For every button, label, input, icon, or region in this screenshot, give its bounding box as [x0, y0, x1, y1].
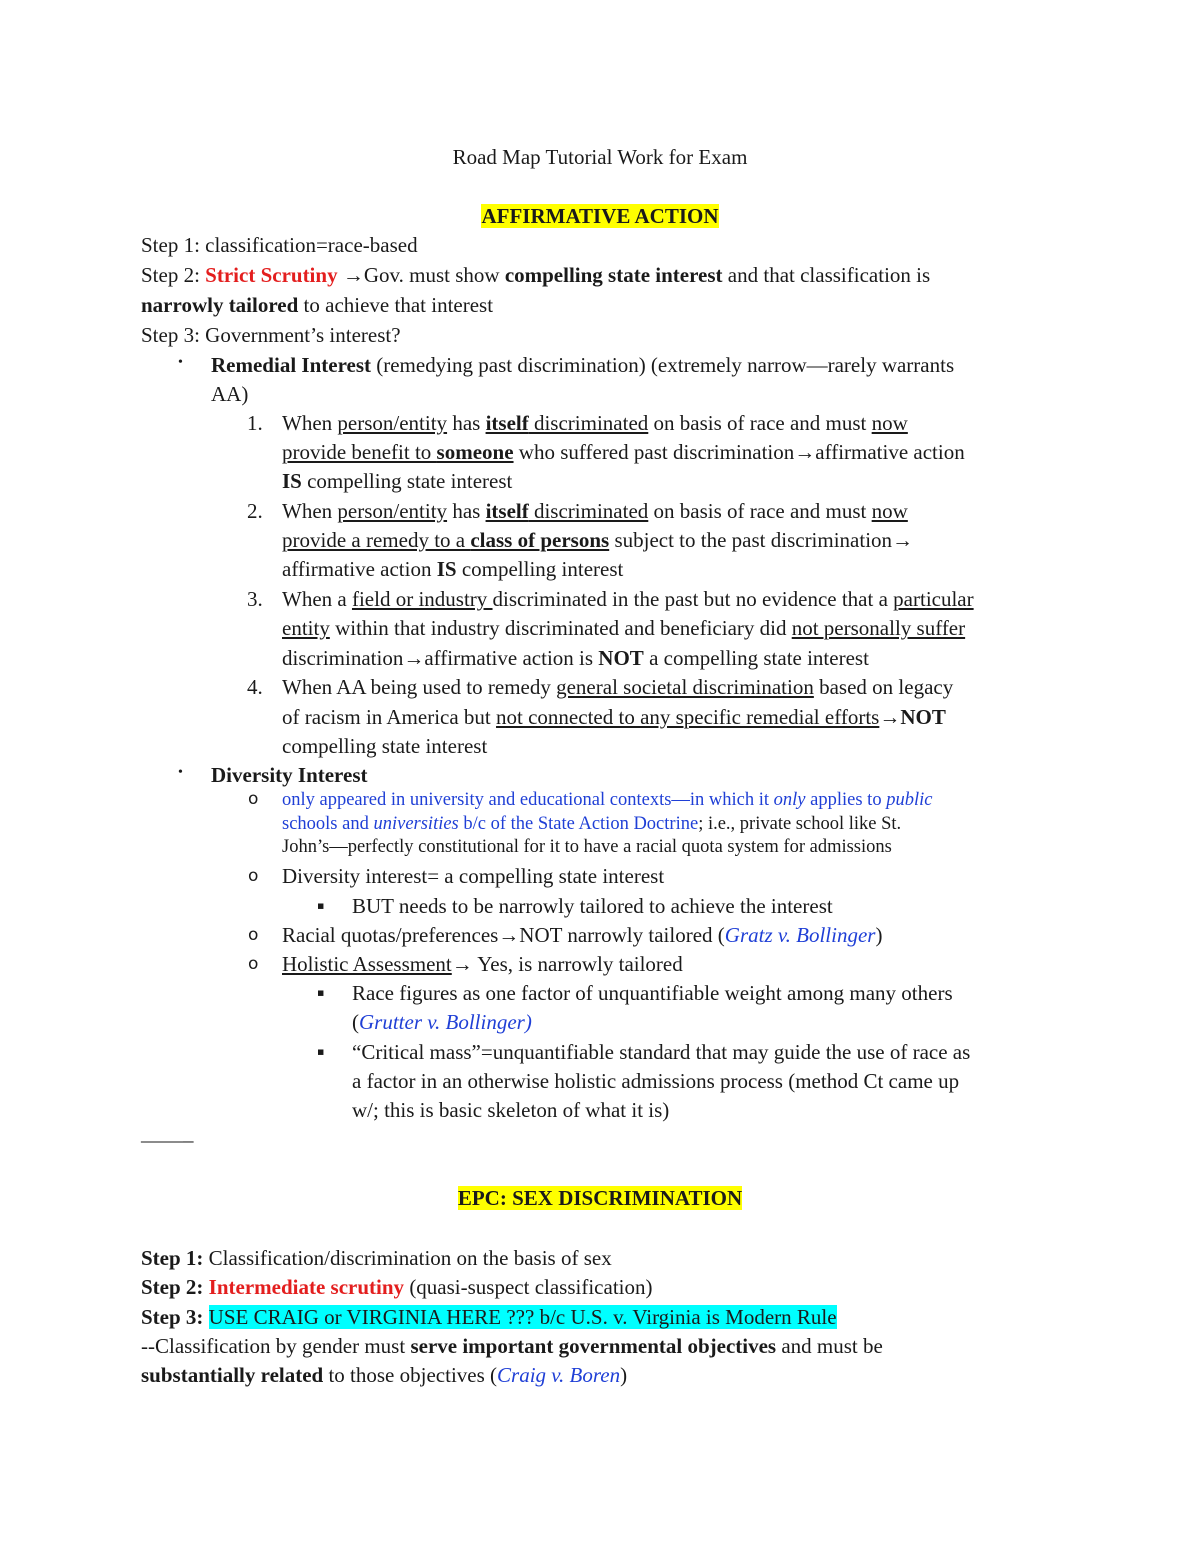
text-span: provide a remedy to a: [282, 528, 471, 552]
aa-step3: Step 3: Government’s interest?: [141, 323, 401, 347]
item3-line1: [282, 584, 974, 614]
text-span: a compelling state interest: [643, 646, 869, 670]
text-span: and must be: [776, 1334, 883, 1358]
text-span: When: [282, 411, 338, 435]
bullet-icon: •: [178, 765, 183, 780]
text-span: IS: [282, 469, 302, 493]
text-span: NOT: [598, 646, 644, 670]
critical-mass-line2: a factor in an otherwise holistic admissions process (method Ct came up: [352, 1069, 960, 1093]
item4-line2: [282, 702, 946, 732]
race-factor-line2: [352, 1007, 532, 1037]
aa-step2-line2: [141, 290, 493, 320]
document-title: Road Map Tutorial Work for Exam: [452, 145, 748, 169]
text-span: Racial quotas/preferences→NOT narrowly tailored (: [282, 923, 725, 947]
critical-mass-line1: “Critical mass”=unquantifiable standard that may guide the use of race as: [352, 1040, 971, 1064]
text-span: now: [871, 499, 908, 523]
text-span: not personally suffer: [791, 616, 966, 640]
step2-prefix: Step 2:: [141, 263, 206, 287]
text-span: When a: [282, 587, 352, 611]
text-span: → Yes, is narrowly tailored: [451, 952, 683, 976]
text-span: NOT: [900, 705, 946, 729]
step2-line2-rest: to achieve that interest: [298, 293, 494, 317]
bullet-icon: •: [178, 355, 183, 370]
text-span: only: [773, 790, 806, 810]
text-span: class of persons: [470, 528, 610, 552]
aa-step2: [141, 260, 930, 290]
text-span: discriminated: [528, 499, 649, 523]
step2-rest: and that classification is: [722, 263, 931, 287]
text-span: discriminated in the past but no evidence that a: [492, 587, 894, 611]
holistic-line: [282, 949, 683, 979]
square-bullet-icon: ▪: [317, 986, 325, 999]
strict-scrutiny-label: Strict Scrutiny: [205, 263, 338, 287]
remedial-interest-line1: [211, 350, 954, 380]
text-span: (quasi-suspect classification): [404, 1275, 653, 1299]
text-span: schools and: [282, 814, 374, 834]
sex-heading: EPC: SEX DISCRIMINATION: [457, 1186, 743, 1210]
text-span: entity: [282, 616, 330, 640]
text-span: only appeared in university and educational contexts—in which it: [282, 790, 774, 810]
sex-step2: [141, 1272, 652, 1302]
text-span: discriminated: [528, 411, 649, 435]
text-span: compelling interest: [456, 557, 624, 581]
item3-line2: [282, 613, 965, 643]
blue-note-line1: [282, 788, 932, 812]
case-name-grutter: Grutter v. Bollinger): [359, 1010, 532, 1034]
text-span: Step 3:: [141, 1305, 204, 1329]
case-name-craig: Craig v. Boren: [497, 1363, 621, 1387]
circle-bullet-icon: o: [248, 925, 259, 945]
text-span: When: [282, 499, 338, 523]
item2-line2: [282, 525, 913, 555]
blue-note-line3: John’s—perfectly constitutional for it to have a racial quota system for admissions: [282, 837, 892, 857]
text-span: serve important governmental objectives: [410, 1334, 777, 1358]
section-separator: ——–: [141, 1128, 194, 1152]
text-span: person/entity: [337, 411, 448, 435]
text-span: →: [879, 705, 901, 729]
narrowly-tailored-note: BUT needs to be narrowly tailored to achieve the interest: [352, 894, 833, 918]
sex-heading-row: [0, 1183, 1200, 1213]
text-span: itself: [485, 499, 529, 523]
blue-note-line2: [282, 812, 901, 836]
text-span: b/c of the State Action Doctrine: [458, 814, 699, 834]
aa-heading-row: [0, 201, 1200, 231]
sex-rule-line1: [141, 1331, 883, 1361]
item2-line3: [282, 554, 623, 584]
item1-line2: [282, 437, 965, 467]
quotas-line: [282, 920, 882, 950]
text-span: Holistic Assessment: [282, 952, 452, 976]
text-span: public: [886, 790, 933, 810]
text-span: has: [447, 411, 486, 435]
text-span: Step 2:: [141, 1275, 204, 1299]
text-span: someone: [436, 440, 514, 464]
text-span: ; i.e., private school like St.: [698, 814, 902, 834]
remedial-interest-line2: AA): [211, 382, 249, 406]
sex-step3: [141, 1302, 837, 1332]
text-span: field or industry: [351, 587, 493, 611]
text-span: (: [352, 1010, 359, 1034]
compelling-interest-text: compelling state interest: [504, 263, 723, 287]
text-span: within that industry discriminated and beneficiary did: [329, 616, 792, 640]
intermediate-scrutiny-label: Intermediate scrutiny: [208, 1275, 405, 1299]
text-span: affirmative action: [282, 557, 437, 581]
text-span: When AA being used to remedy: [282, 675, 557, 699]
remedial-interest-desc: (remedying past discrimination) (extremely narrow—rarely warrants: [371, 353, 955, 377]
item1-line3: [282, 466, 512, 496]
text-span: substantially related: [141, 1363, 324, 1387]
text-span: based on legacy: [813, 675, 954, 699]
text-span: has: [447, 499, 486, 523]
text-span: Step 1:: [141, 1246, 204, 1270]
remedial-interest-label: Remedial Interest: [211, 353, 371, 377]
text-span: on basis of race and must: [648, 499, 872, 523]
race-factor-line1: Race figures as one factor of unquantifiable weight among many others: [352, 981, 953, 1005]
list-number: 2.: [247, 499, 263, 523]
sex-step1: [141, 1243, 612, 1273]
list-number: 3.: [247, 587, 263, 611]
case-name-gratz: Gratz v. Bollinger: [724, 923, 876, 947]
text-span: subject to the past discrimination→: [609, 528, 914, 552]
list-number: 4.: [247, 675, 263, 699]
narrowly-tailored-text: narrowly tailored: [141, 293, 299, 317]
text-span: IS: [436, 557, 457, 581]
text-span: to those objectives (: [323, 1363, 498, 1387]
circle-bullet-icon: o: [248, 789, 259, 809]
text-span: provide benefit to: [282, 440, 437, 464]
item2-line1: [282, 496, 908, 526]
text-span: person/entity: [337, 499, 448, 523]
item3-line3: [282, 643, 869, 673]
aa-step1: Step 1: classification=race-based: [141, 233, 418, 257]
item4-line1: [282, 672, 953, 702]
text-span: now: [871, 411, 908, 435]
circle-bullet-icon: o: [248, 954, 259, 974]
text-span: --Classification by gender must: [141, 1334, 411, 1358]
critical-mass-line3: w/; this is basic skeleton of what it is): [352, 1098, 670, 1122]
aa-heading: AFFIRMATIVE ACTION: [481, 204, 719, 228]
sex-rule-line2: [141, 1360, 627, 1390]
circle-bullet-icon: o: [248, 866, 259, 886]
item1-line1: [282, 408, 908, 438]
text-span: discrimination→affirmative action is: [282, 646, 599, 670]
text-span: ): [620, 1363, 628, 1387]
highlighted-note: USE CRAIG or VIRGINIA HERE ??? b/c U.S. v. Virginia is Modern Rule: [208, 1305, 837, 1329]
item4-line3: compelling state interest: [282, 734, 488, 758]
text-span: on basis of race and must: [648, 411, 872, 435]
text-span: general societal discrimination: [556, 675, 814, 699]
text-span: itself: [485, 411, 529, 435]
diversity-interest-label: Diversity Interest: [211, 763, 368, 787]
text-span: particular: [893, 587, 974, 611]
square-bullet-icon: ▪: [317, 899, 325, 912]
text-span: compelling state interest: [301, 469, 513, 493]
text-span: applies to: [805, 790, 887, 810]
text-span: ): [875, 923, 883, 947]
text-span: who suffered past discrimination→affirmative action: [513, 440, 965, 464]
step2-arrow-text: →Gov. must show: [337, 263, 505, 287]
square-bullet-icon: ▪: [317, 1045, 325, 1058]
text-span: universities: [373, 814, 459, 834]
text-span: of racism in America but: [282, 705, 497, 729]
text-span: not connected to any specific remedial efforts: [496, 705, 880, 729]
diversity-compelling-line: Diversity interest= a compelling state interest: [282, 864, 665, 888]
text-span: Classification/discrimination on the basis of sex: [203, 1246, 612, 1270]
list-number: 1.: [247, 411, 263, 435]
